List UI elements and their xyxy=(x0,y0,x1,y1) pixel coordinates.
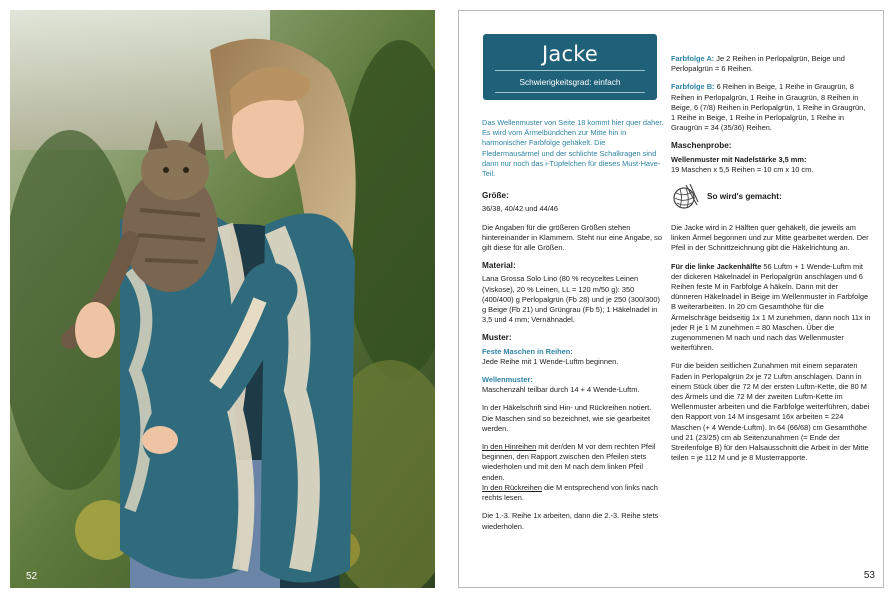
row-repeat-text: Die 1.-3. Reihe 1x arbeiten, dann die 2.-3. Reihe stets wiederholen. xyxy=(482,511,659,531)
right-side-rows xyxy=(482,442,664,483)
color-sequence-b xyxy=(671,82,871,133)
color-sequence-b-text: 6 Reihen in Beige, 1 Reihe in Graugrün, 8 Reihen in Perlopalgrün, 1 Reihe in Graugrün, 8 Reihen in Beige, 6 (7/8) Reihen in Perlopalgrün, 1 Reihe in Graugrün, 1 Reihe in Beige, 1 Reihe in Perlopalgrün, 1 Reihe in Graugrün = 34 (35/36) Reihen. xyxy=(671,82,866,133)
howto-intro: Die Jacke wird in 2 Hälften quer gehäkelt, die jeweils am linken Ärmel begonnen und zur Mitte gearbeitet werden. Der Pfeil in der Schnittzeichnung gibt die Häkelrichtung an. xyxy=(671,223,869,253)
gauge-label: Wellenmuster mit Nadelstärke 3,5 mm: xyxy=(671,154,807,164)
wave-pattern-label: Wellenmuster: xyxy=(482,375,533,385)
page-title: Jacke xyxy=(542,42,598,66)
wrong-side-rows xyxy=(482,483,664,503)
howto-heading: So wird's gemacht: xyxy=(707,191,782,201)
color-sequence-a-label: Farbfolge A: xyxy=(671,54,715,63)
size-heading: Größe: xyxy=(482,191,509,201)
material-text: Lana Grossa Solo Lino (80 % recyceltes Leinen (Viskose), 20 % Leinen, LL = 120 m/50 g): 350 (400/400) g Perlopalgrün (Fb 28) und je 250 (300/300) g Beige (Fb 21) und Grüngrau (Fb 5); 1 Häkelnadel in 3,5 und 4 mm; Vernähnadel. xyxy=(482,274,660,325)
title-divider-top xyxy=(495,70,645,71)
wrong-side-rows-text: die M entsprechend von links nach rechts lesen. xyxy=(482,482,658,503)
side-increase-instructions: Für die beiden seitlichen Zunahmen mit einem separaten Faden in Perlopalgrün 2x je 72 Luftm anschlagen. Dann in einem Stück über die 72 M der ersten Luftm-Kette, die 80 M des Ärmels und die 72 M der zweiten Luftm-Kette im Wellenmuster arbeiten und die Farbfolge weiterführen, dabei den Rapport von 14 M insgesamt 16x arbeiten = 224 Maschen (+ 4 Wende-Luftm). In 64 (66/68) cm Gesamthöhe und 21 (23/25) cm ab Seitenzunahmen (= Ende der Streifenfolge B) für den Halsausschnitt die Arbeit in der Mitte teilen = je 112 M und je 8 Musterrapporte. xyxy=(671,361,870,463)
wrong-side-rows-label: In den Rückreihen xyxy=(482,482,542,492)
left-half-label: Für die linke Jackenhälfte xyxy=(671,261,762,271)
color-sequence-b-label: Farbfolge B: xyxy=(671,82,715,92)
wave-pattern-text: Maschenzahl teilbar durch 14 + 4 Wende-Luftm. xyxy=(482,385,640,395)
right-column xyxy=(671,54,871,472)
size-values: 36/38, 40/42 und 44/46 xyxy=(482,204,559,214)
gauge-heading: Maschenprobe: xyxy=(671,141,732,151)
left-half-instructions xyxy=(671,262,871,354)
cover-photo xyxy=(10,10,435,588)
gauge-text: 19 Maschen x 5,5 Reihen = 10 cm x 10 cm. xyxy=(671,164,814,174)
material-heading: Material: xyxy=(482,261,516,271)
size-note: Die Angaben für die größeren Größen stehen hintereinander in Klammern. Steht nur eine Angabe, so gilt diese für alle Größen. xyxy=(482,222,662,253)
page-number-right: 53 xyxy=(863,570,875,581)
intro-text: Das Wellenmuster von Seite 18 kommt hier quer daher. Es wird vom Ärmelbündchen zur Mitte hin in harmonischer Farbfolge gehäkelt. Die Fledermausärmel und der schlichte Schalkragen sind dann nur noch das i-Tüpfelchen für dieses Must-Have-Teil. xyxy=(482,118,664,179)
sc-rows-label: Feste Maschen in Reihen: xyxy=(482,346,573,356)
title-divider-bottom xyxy=(495,92,645,93)
sc-rows-text: Jede Reihe mit 1 Wende-Luftm beginnen. xyxy=(482,356,619,366)
right-side-rows-label: In den Hinreihen xyxy=(482,442,537,452)
left-column xyxy=(482,118,664,540)
pattern-heading: Muster: xyxy=(482,333,512,343)
right-side-rows-text: mit der/den M vor dem rechten Pfeil beginnen, den Rapport zwischen den Pfeilen stets wiederholen und mit den M nach dem linken Pfeil enden. xyxy=(482,442,656,482)
pattern-page xyxy=(458,10,884,588)
page-number-left: 52 xyxy=(26,571,38,582)
title-box xyxy=(483,34,657,100)
woman-with-cat-photo xyxy=(10,10,435,588)
yarn-ball-icon xyxy=(671,183,699,211)
left-half-text: 56 Luftm + 1 Wende-Luftm mit der dickeren Häkelnadel in Perlopalgrün anschlagen und 6 Reihen feste M in Farbfolge A häkeln. Dann mit der dünneren Häkelnadel in Beige im Wellenmuster in Farbfolge B weiterarbeiten. In 20 cm Gesamthöhe für die Ärmelschräge beidseitig 1x 1 M zunehmen, dann noch 11x in jeder R je 1 M zunehmen = 80 Maschen. Über die zugenommenen M nach und nach das Wellenmuster weiterführen. xyxy=(671,261,871,353)
howto-header xyxy=(671,183,871,211)
chart-note: In der Häkelschrift sind Hin- und Rückreihen notiert. Die Maschen sind so bezeichnet, wie sie gearbeitet werden. xyxy=(482,403,652,433)
color-sequence-a-text: Je 2 Reihen in Perlopalgrün, Beige und Perlopalgrün = 6 Reihen. xyxy=(671,54,845,74)
difficulty-label: Schwierigkeitsgrad: einfach xyxy=(519,77,621,87)
color-sequence-a xyxy=(671,54,871,74)
